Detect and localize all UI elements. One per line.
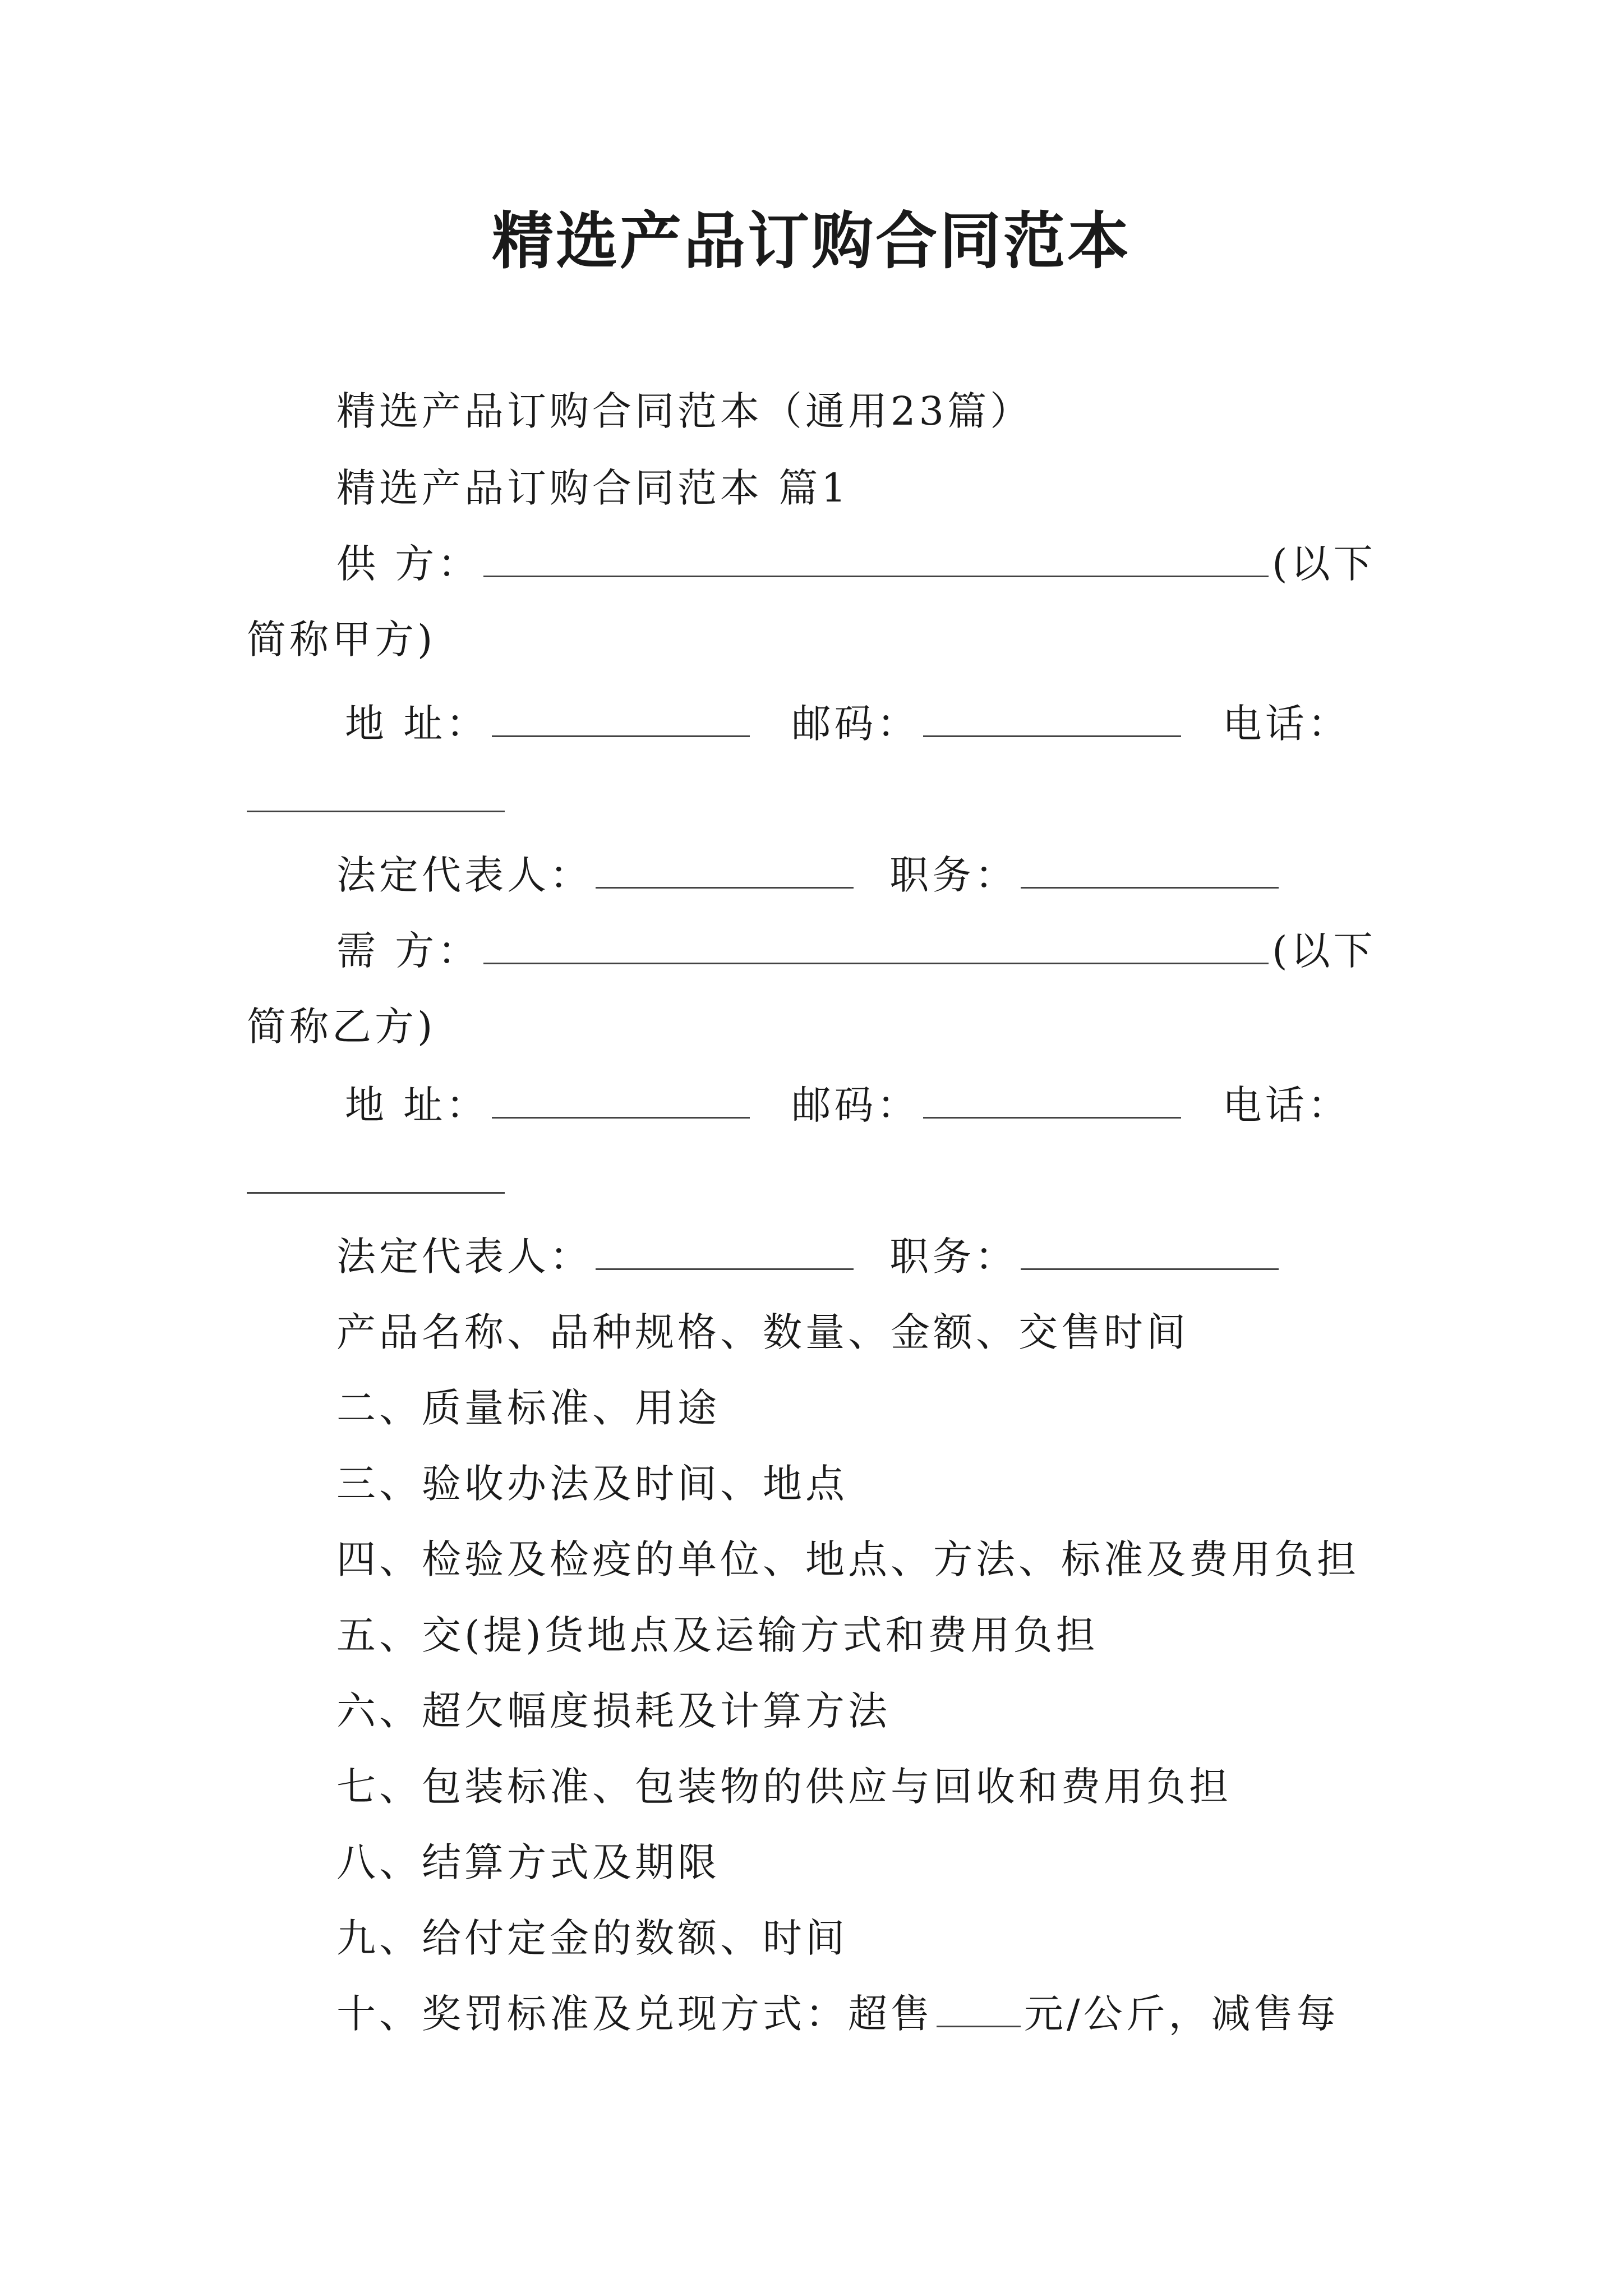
buyer-contact-line xyxy=(345,1077,1350,1133)
buyer-position-field[interactable] xyxy=(1021,1232,1279,1270)
clause-item: 五、交(提)货地点及运输方式和费用负担 xyxy=(336,1612,1099,1658)
supplier-line xyxy=(336,536,1376,592)
supplier-name-field[interactable] xyxy=(483,540,1269,577)
supplier-position-label: 职务： xyxy=(889,852,1018,898)
document-subtitle: 精选产品订购合同范本（通用23篇） xyxy=(336,388,1033,434)
clause-ten-middle: 元/公斤，减售每 xyxy=(1024,1991,1339,2037)
section-heading: 精选产品订购合同范本 篇1 xyxy=(336,465,850,511)
buyer-postcode-field[interactable] xyxy=(923,1081,1181,1119)
buyer-phone-label: 电话： xyxy=(1222,1082,1350,1128)
clause-item: 产品名称、品种规格、数量、金额、交售时间 xyxy=(336,1309,1189,1355)
document-title: 精选产品订购合同范本 xyxy=(492,205,1131,277)
buyer-rep-line xyxy=(336,1228,1282,1285)
clause-item: 二、质量标准、用途 xyxy=(336,1385,720,1431)
buyer-rep-label: 法定代表人： xyxy=(336,1234,592,1280)
buyer-continuation: 简称乙方) xyxy=(247,1004,436,1050)
clause-item: 三、验收办法及时间、地点 xyxy=(336,1461,848,1507)
supplier-postcode-label: 邮码： xyxy=(791,701,920,747)
buyer-postcode-label: 邮码： xyxy=(791,1082,920,1128)
buyer-position-label: 职务： xyxy=(889,1234,1018,1280)
supplier-address-label: 地 址： xyxy=(345,701,489,747)
supplier-contact-line xyxy=(345,696,1350,752)
clause-ten-line xyxy=(336,1986,1339,2042)
supplier-label: 供 方： xyxy=(336,541,481,587)
supplier-postcode-field[interactable] xyxy=(923,700,1181,737)
buyer-label: 需 方： xyxy=(336,928,481,974)
buyer-phone-field[interactable] xyxy=(247,1192,505,1194)
buyer-name-field[interactable] xyxy=(483,927,1269,964)
supplier-address-field[interactable] xyxy=(492,700,750,737)
clause-ten-prefix: 十、奖罚标准及兑现方式：超售 xyxy=(336,1991,933,2037)
supplier-rep-field[interactable] xyxy=(596,851,854,889)
supplier-continuation: 简称甲方) xyxy=(247,616,436,662)
supplier-rep-label: 法定代表人： xyxy=(336,852,592,898)
supplier-rep-line xyxy=(336,847,1282,903)
supplier-position-field[interactable] xyxy=(1021,851,1279,889)
buyer-line xyxy=(336,923,1376,979)
supplier-suffix: (以下 xyxy=(1272,541,1376,587)
clause-item: 四、检验及检疫的单位、地点、方法、标准及费用负担 xyxy=(336,1536,1359,1582)
buyer-address-label: 地 址： xyxy=(345,1082,489,1128)
supplier-phone-field[interactable] xyxy=(247,811,505,812)
buyer-suffix: (以下 xyxy=(1272,928,1376,974)
clause-item: 八、结算方式及期限 xyxy=(336,1839,720,1885)
buyer-rep-field[interactable] xyxy=(596,1232,854,1270)
buyer-address-field[interactable] xyxy=(492,1081,750,1119)
supplier-phone-label: 电话： xyxy=(1222,701,1350,747)
clause-item: 六、超欠幅度损耗及计算方法 xyxy=(336,1688,891,1734)
clause-ten-field[interactable] xyxy=(937,1990,1021,2027)
clause-item: 七、包装标准、包装物的供应与回收和费用负担 xyxy=(336,1764,1232,1810)
clause-item: 九、给付定金的数额、时间 xyxy=(336,1915,848,1961)
